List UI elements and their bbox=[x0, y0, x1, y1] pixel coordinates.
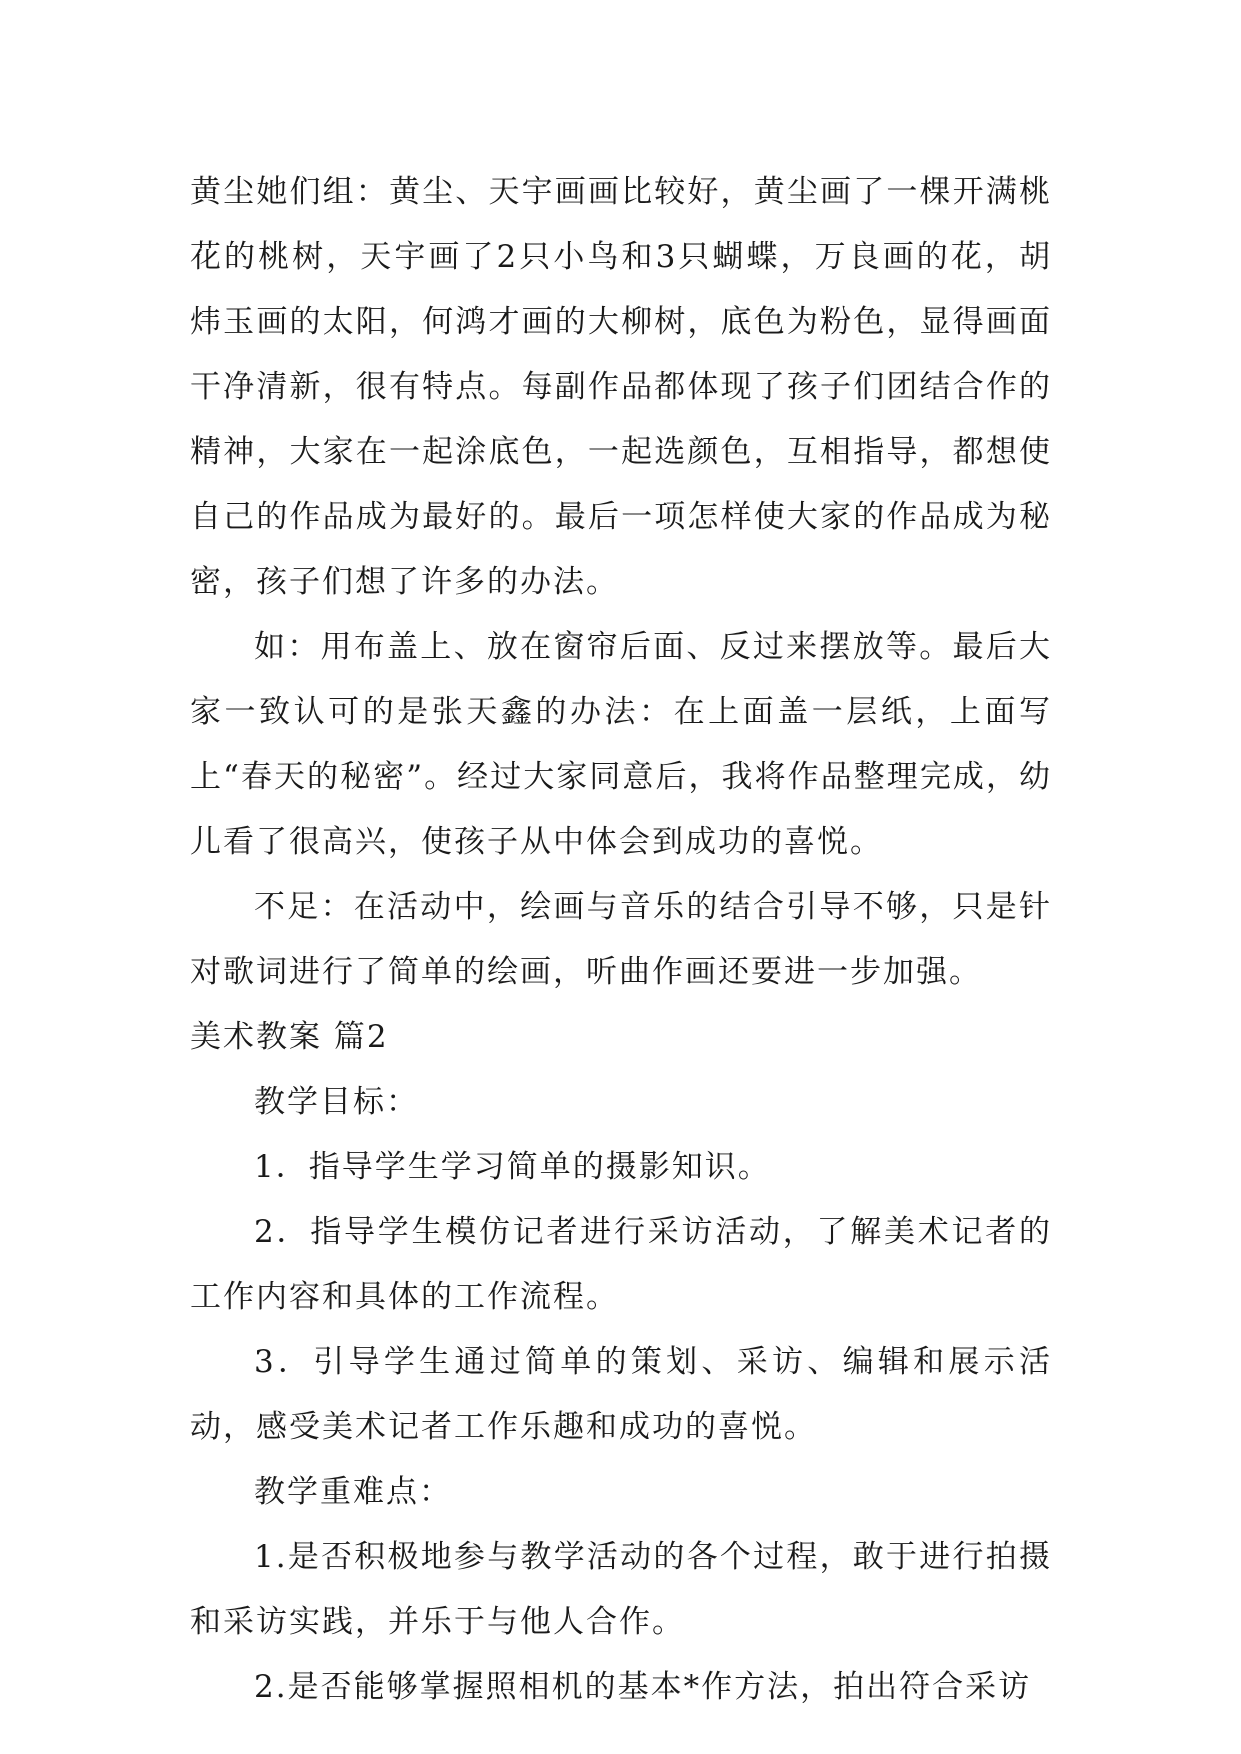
section-heading: 美术教案 篇2 bbox=[190, 1019, 389, 1055]
key-point-item-1: 1.是否积极地参与教学活动的各个过程，敢于进行拍摄和采访实践，并乐于与他人合作。 bbox=[190, 1539, 1052, 1640]
paragraph-group-work: 黄尘她们组：黄尘、天宇画画比较好，黄尘画了一棵开满桃花的桃树，天宇画了2只小鸟和3只蝴蝶，万良画的花，胡炜玉画的太阳，何鸿才画的大柳树，底色为粉色，显得画面干净清新，很有特点。每副作品都体现了孩子们团结合作的精神，大家在一起涂底色，一起选颜色，互相指导，都想使自己的作品成为最好的。最后一项怎样使大家的作品成为秘密，孩子们想了许多的办法。 bbox=[190, 174, 1052, 600]
paragraph-shortcomings: 不足：在活动中，绘画与音乐的结合引导不够，只是针对歌词进行了简单的绘画，听曲作画还要进一步加强。 bbox=[190, 889, 1052, 990]
subheading-key-points: 教学重难点： bbox=[254, 1474, 452, 1510]
document-body bbox=[190, 160, 1052, 1720]
key-point-item-2: 2.是否能够掌握照相机的基本*作方法，拍出符合采访 bbox=[254, 1669, 1032, 1705]
paragraph-hiding-methods: 如：用布盖上、放在窗帘后面、反过来摆放等。最后大家一致认可的是张天鑫的办法：在上面盖一层纸，上面写上“春天的秘密”。经过大家同意后，我将作品整理完成，幼儿看了很高兴，使孩子从中体会到成功的喜悦。 bbox=[190, 629, 1052, 860]
objective-item-1: 1．指导学生学习简单的摄影知识。 bbox=[254, 1149, 771, 1185]
objective-item-2: 2．指导学生模仿记者进行采访活动，了解美术记者的工作内容和具体的工作流程。 bbox=[190, 1214, 1052, 1315]
objective-item-3: 3．引导学生通过简单的策划、采访、编辑和展示活动，感受美术记者工作乐趣和成功的喜悦。 bbox=[190, 1344, 1052, 1445]
subheading-objectives: 教学目标： bbox=[254, 1084, 419, 1120]
